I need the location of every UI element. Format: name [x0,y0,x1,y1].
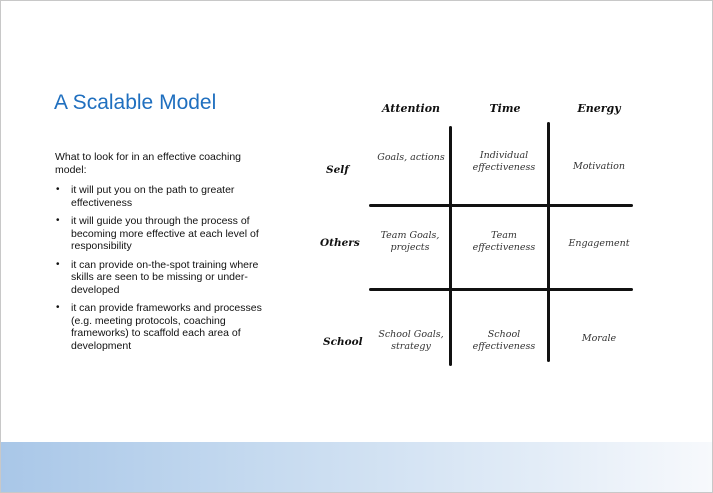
row-header-school: School [323,336,363,348]
grid-cell-self-attention: Goals, actions [377,152,445,163]
grid-cell-self-energy: Motivation [572,161,626,172]
column-header-attention: Attention [381,102,441,115]
column-header-time: Time [489,102,521,115]
list-item [55,215,277,253]
bullet-icon: • [56,302,60,313]
list-item [55,259,277,297]
slide-title: A Scalable Model [54,91,217,114]
bullet-text: it will guide you through the process of becoming more effective at each level of responsibility [71,215,259,252]
bullet-icon: • [56,215,60,226]
grid-line-horizontal-top [369,204,633,207]
grid-cell-self-time: Individual effectiveness [472,150,536,173]
column-header-energy: Energy [577,102,621,115]
list-item [55,184,277,209]
grid-cell-school-energy: Morale [581,333,617,344]
bullet-icon: • [56,258,60,270]
row-header-self: Self [326,164,349,176]
intro-text: What to look for in an effective coaching model: [55,151,241,176]
bullet-icon: • [56,184,60,195]
bullet-text: it will put you on the path to greater effectiveness [71,184,235,209]
grid-cell-school-attention: School Goals, strategy [378,329,444,352]
grid-cell-school-time: School effectiveness [472,329,536,352]
grid-cell-others-time: Team effectiveness [472,230,536,253]
bullet-text: it can provide on-the-spot training where skills are seen to be missing or under-developed [71,258,259,296]
grid-line-vertical-right [547,122,550,362]
grid-cell-others-energy: Engagement [568,238,630,249]
bullet-text: it can provide frameworks and processes (e.g. meeting protocols, coaching frameworks) to scaffold each area of development [71,302,262,352]
grid-cell-others-attention: Team Goals, projects [380,230,440,253]
list-item [55,302,277,352]
bullet-list [55,184,277,358]
grid-line-horizontal-bottom [369,288,633,291]
row-header-others: Others [320,237,360,249]
footer-gradient-band [1,442,712,492]
